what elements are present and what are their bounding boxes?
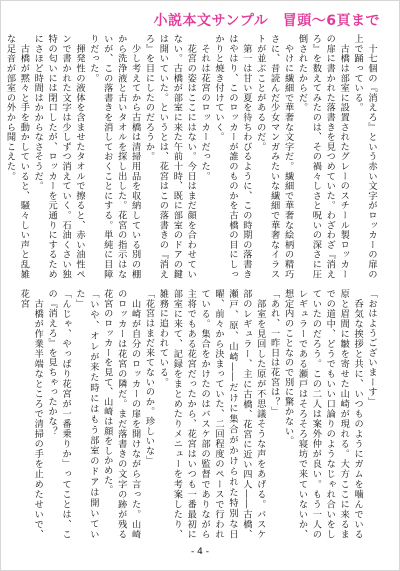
paragraph: 古橋は部室に設置されたグレーのスチール製ロッカーの扉に書かれた落書きを見つめていた。わざわざ『消えろ』を数えてみたのは、その禍々しさと呪いの深さに圧倒されたからだ。 [296,34,350,279]
page-number: - 4 - [191,547,209,557]
paragraph: それは花宮のロッカーだった。 [199,34,211,181]
paragraph: 十七個の『消えろ』という赤い文字がロッカーの扉の上で踊っている。 [352,34,377,279]
paragraph: 部室を見回した原が不思議そうな声をあげる。バスケ部のレギュラー、主に古橋、花宮に近い四人――古橋、瀬戸、原、山崎――だけに集合がかけられた特別な日曜、前々から決まっていた、二回程度のペースで行われている。集合をかけたのはバスケ部の監督でありながら主将でもある花宮だったから、花宮はいつも一番最初に部室に来て、記録をまとめたりメニューを考案したり、雑務に追われている。 [157,289,266,539]
paragraph: 「んじゃ、やっぱり花宮が一番乗りか」ってことは、この『消えろ』を見ちゃったかな？ [46,289,72,539]
paragraph: 古橋が作業半端なところで清掃の手を止めたせいで、花宮 [18,289,44,539]
text-block-bottom [18,289,378,539]
paragraph: 古橋が黙々と手を動かしていると、騒々しい声と乱雑な足音が部室の外から聞こえた。 [4,34,30,279]
paragraph: 第一は甘い夏を待ちわびるように、この時期の落書きはやはり、このロッカーが誰のものかを古橋の目にしっかりと焼き付けていく。 [213,34,252,279]
paragraph: 「おはようございまーす」 [366,289,377,407]
page-header-title: 小説本文サンプル 冒頭～6頁まで [153,13,380,29]
paragraph: 「花宮はまだ来てないのか。珍しいな」 [143,289,155,466]
paragraph: 揮発性の液体を含ませたタオルで擦ると、赤い油性ペンで書かれた文字は少しずつ消えていく。石油くさい独特の匂いには閉口したが、ロッカーを元通りにするためにさほど時間はかからなさそうだ。 [32,34,85,279]
text-block-top [4,34,378,279]
paragraph: 花宮の姿はここにはない。今日はまだ顔を合わせていない。古橋が部室に来た午前十時、既に部室のドアの鍵は開いていた。というとは、花宮はこの落書きの『消えろ』を目にしたのだろうか。 [143,34,197,279]
paragraph: 少し考えてから古橋は清掃用品を収納している別の棚から洗浄液と古いタオルを探し出した。花宮の指示はないが、この落書きを消しておくことにする。単純に目障りだった。 [87,34,141,279]
paragraph: やけに繊細で華奢な文字だ。繊細で華奢な絵柄の精巧さに、昔読んだ少女マンガみたいな繊細で華奢なイラストが並ぶことがあるのだ。 [254,34,294,279]
paragraph: 呑気な挨拶と共に、いつものようにガムを噛んでいる原と眉間に皺を寄せた山崎が現れる。大方ここに来るまでの道中、どうでもいい口論りのようなじゃれ合いをしていたのだろう。この二人は案外仲が良い。もう一人のレギュラーである瀬戸はそろそろ寝坊で来ていないか、想定内のことなので別に驚かない。 [282,289,364,539]
paragraph: 山崎が自分のロッカーの扉を開けながら言った。山崎のロッカーは花宮の隣だ。まだ落書きの文字の跡が残る花宮のロッカーを見て、山崎は顔をしかめた。 [101,289,141,539]
paragraph: 「あれ、一昨日は花宮は？」 [268,289,280,417]
paragraph: 「いや、オレが来た時にはもう部室のドアは開いていた」 [73,289,99,539]
